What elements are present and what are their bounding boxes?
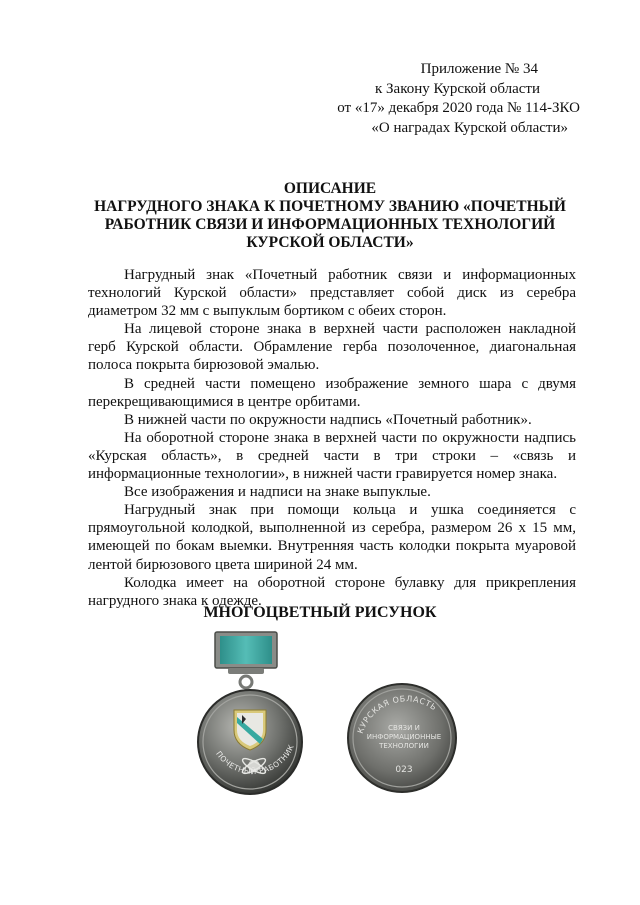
back-text-line: ИНФОРМАЦИОННЫЕ [366,733,442,741]
paragraph: На оборотной стороне знака в верхней части по окружности надпись «Курская область», в средней части в три строки – «связь и информационные технологии», в нижней части гравируется номер знака. [88,429,576,483]
heading-line: РАБОТНИК СВЯЗИ И ИНФОРМАЦИОННЫХ ТЕХНОЛОГИЙ [104,216,556,233]
appendix-law-title: «О наградах Курской области» [371,119,568,136]
medal-illustration [190,626,490,826]
appendix-reference [300,60,580,138]
appendix-number: Приложение № 34 [420,61,538,77]
figure-title: МНОГОЦВЕТНЫЙ РИСУНОК [203,604,437,621]
description-body [88,266,576,610]
medal-serial-number: 023 [395,765,413,775]
back-text-line: ТЕХНОЛОГИИ [379,742,429,750]
heading-line: НАГРУДНОГО ЗНАКА К ПОЧЕТНОМУ ЗВАНИЮ «ПОЧЕТНЫЙ [94,198,566,215]
paragraph: Колодка имеет на оборотной стороне булавку для прикрепления нагрудного знака к одежде. [88,574,576,609]
paragraph: В нижней части по окружности надпись «Почетный работник». [124,411,532,428]
medal-bar-tab [228,668,264,674]
paragraph: На лицевой стороне знака в верхней части расположен накладной герб Курской области. Обрамление герба позолоченное, диагональная полоса покрыта бирюзовой эмалью. [88,321,576,374]
back-top-inscription: КУРСКАЯ ОБЛАСТЬ [355,694,439,735]
document-heading [70,180,590,252]
medal-ring [240,676,252,688]
appendix-law: к Закону Курской области [375,80,540,97]
paragraph: Нагрудный знак при помощи кольца и ушка соединяется с прямоугольной колодкой, выполненной из серебра, размером 26 х 15 мм, имеющей по бокам выемки. Внутренняя часть колодки покрыта муаровой лентой бирюзового цвета шириной 24 мм. [88,502,576,573]
back-text-line: СВЯЗИ И [388,724,420,732]
medal-back [348,684,456,792]
appendix-date: от «17» декабря 2020 года № 114-ЗКО [337,100,580,116]
paragraph: Нагрудный знак «Почетный работник связи и информационных технологий Курской области» представляет собой диск из серебра диаметром 32 мм с выпуклым бортиком с обеих сторон. [88,267,576,320]
heading-line: КУРСКОЙ ОБЛАСТИ» [246,234,414,251]
heading-line: ОПИСАНИЕ [283,180,377,197]
medal-front [198,632,302,794]
paragraph: В средней части помещено изображение земного шара с двумя перекрещивающимися в центре орбитами. [88,375,576,410]
front-inscription: ПОЧЕТНЫЙ РАБОТНИК [214,743,296,777]
medal-ribbon [220,636,272,664]
paragraph: Все изображения и надписи на знаке выпуклые. [124,484,431,501]
